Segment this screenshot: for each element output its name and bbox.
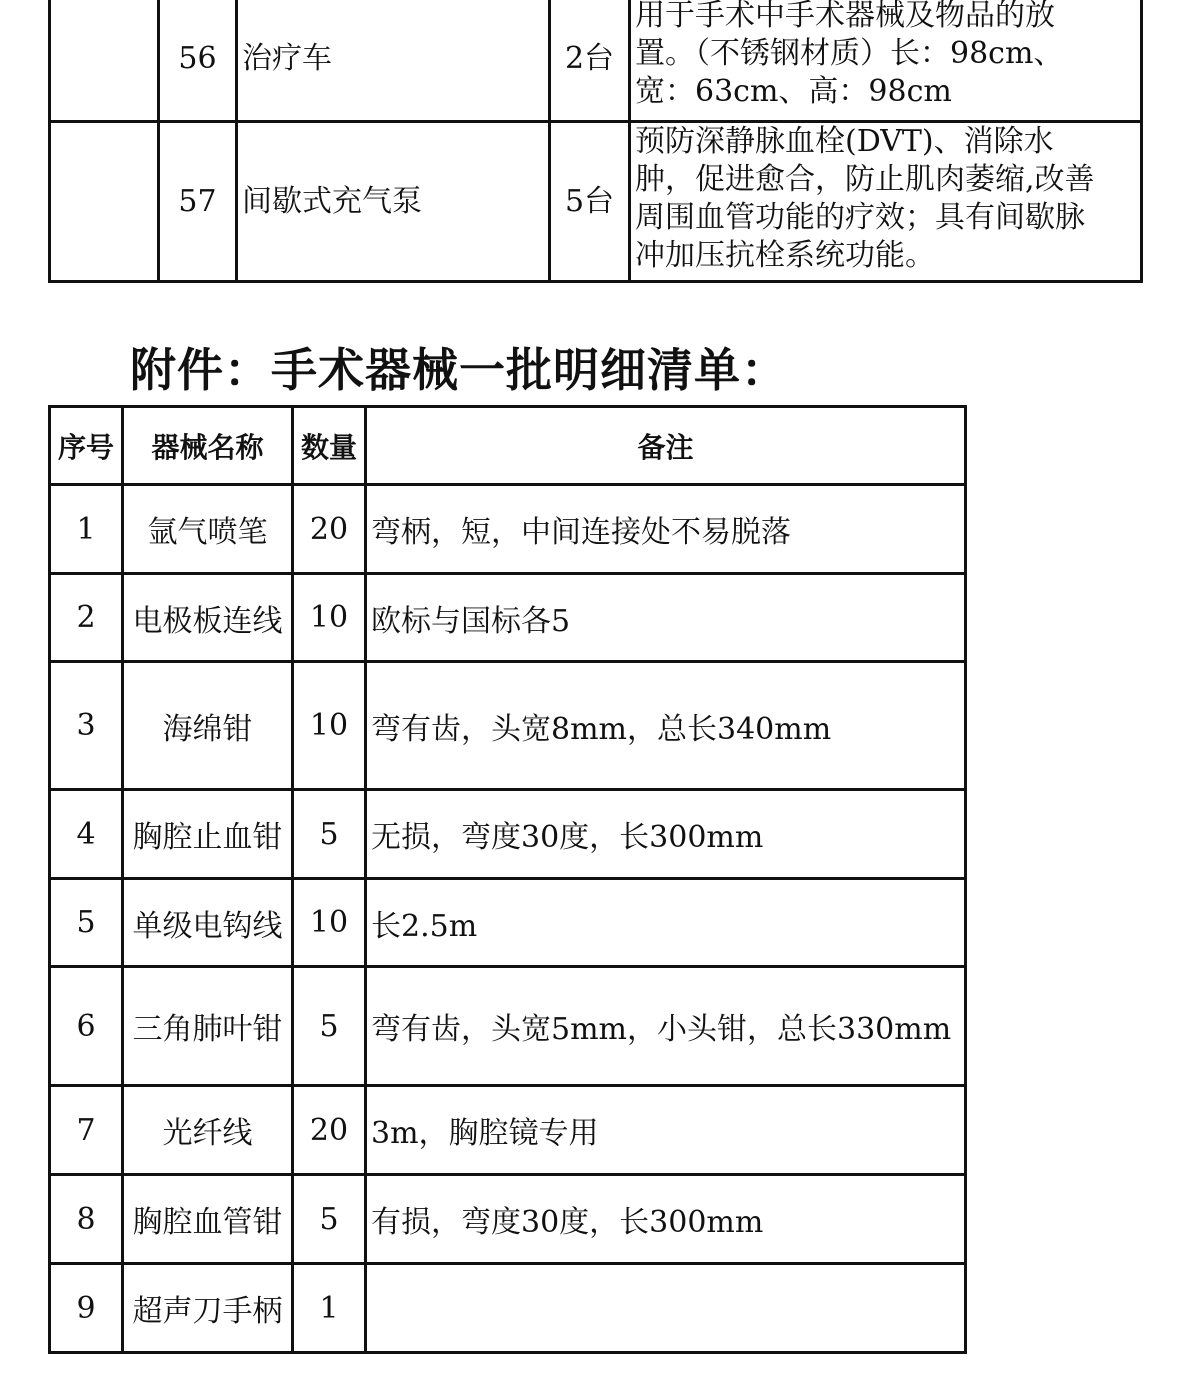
instrument-qty: 20: [293, 485, 366, 574]
table-row: [50, 879, 966, 967]
instrument-name: 光纤线: [123, 1086, 293, 1175]
desc-line: 肿，促进愈合，防止肌肉萎缩,改善: [635, 162, 1095, 197]
table-row: [50, 485, 966, 574]
instrument-name: 单级电钩线: [123, 879, 293, 967]
instrument-note: 无损，弯度30度，长300mm: [366, 790, 966, 879]
table-row: [50, 662, 966, 790]
desc-line: 宽：63cm、高：98cm: [635, 74, 952, 109]
instrument-name: 海绵钳: [123, 662, 293, 790]
instrument-note: 长2.5m: [366, 879, 966, 967]
instrument-qty: 10: [293, 662, 366, 790]
equipment-desc: [630, 122, 1142, 282]
table-row: [50, 574, 966, 662]
row-index: 5: [50, 879, 123, 967]
instrument-qty: 10: [293, 879, 366, 967]
instrument-name: 超声刀手柄: [123, 1264, 293, 1353]
desc-line: 用于手术中手术器械及物品的放: [635, 0, 1055, 33]
row-index: 9: [50, 1264, 123, 1353]
row-index: 7: [50, 1086, 123, 1175]
attachment-title: 附件：手术器械一批明细清单：: [130, 343, 788, 397]
blank-cell: [50, 122, 159, 282]
instrument-qty: 5: [293, 967, 366, 1086]
instrument-note: [366, 1264, 966, 1353]
equipment-qty: 5台: [550, 122, 630, 282]
table-row: [50, 122, 1142, 282]
table-row: [50, 1086, 966, 1175]
blank-cell: [50, 0, 159, 122]
instrument-name: 三角肺叶钳: [123, 967, 293, 1086]
instrument-table: [48, 405, 967, 1354]
instrument-name: 电极板连线: [123, 574, 293, 662]
header-row: [50, 407, 966, 485]
table-row: [50, 790, 966, 879]
instrument-note: 弯有齿，头宽8mm，总长340mm: [366, 662, 966, 790]
desc-line: 置。（不锈钢材质）长：98cm、: [635, 36, 1064, 71]
instrument-rows: [50, 485, 966, 1353]
table-row: [50, 967, 966, 1086]
equipment-name: 治疗车: [237, 0, 550, 122]
row-index: 6: [50, 967, 123, 1086]
row-index: 57: [159, 122, 237, 282]
instrument-note: 弯有齿，头宽5mm，小头钳，总长330mm: [366, 967, 966, 1086]
row-index: 1: [50, 485, 123, 574]
table-row: [50, 0, 1142, 122]
header-name: 器械名称: [123, 407, 293, 485]
equipment-qty: 2台: [550, 0, 630, 122]
instrument-qty: 5: [293, 1175, 366, 1264]
instrument-qty: 5: [293, 790, 366, 879]
row-index: 8: [50, 1175, 123, 1264]
desc-line: 冲加压抗栓系统功能。: [635, 238, 935, 273]
row-index: 56: [159, 0, 237, 122]
row-index: 3: [50, 662, 123, 790]
table-row: [50, 1264, 966, 1353]
instrument-name: 胸腔止血钳: [123, 790, 293, 879]
equipment-name: 间歇式充气泵: [237, 122, 550, 282]
instrument-note: 弯柄，短，中间连接处不易脱落: [366, 485, 966, 574]
header-note: 备注: [366, 407, 966, 485]
instrument-note: 3m，胸腔镜专用: [366, 1086, 966, 1175]
row-index: 2: [50, 574, 123, 662]
instrument-qty: 10: [293, 574, 366, 662]
instrument-qty: 20: [293, 1086, 366, 1175]
instrument-name: 胸腔血管钳: [123, 1175, 293, 1264]
equipment-desc: [630, 0, 1142, 122]
instrument-note: 欧标与国标各5: [366, 574, 966, 662]
instrument-name: 氩气喷笔: [123, 485, 293, 574]
table-row: [50, 1175, 966, 1264]
row-index: 4: [50, 790, 123, 879]
header-index: 序号: [50, 407, 123, 485]
instrument-note: 有损，弯度30度，长300mm: [366, 1175, 966, 1264]
instrument-qty: 1: [293, 1264, 366, 1353]
desc-line: 预防深静脉血栓(DVT)、消除水: [635, 124, 1054, 159]
equipment-table: [48, 0, 1143, 283]
desc-line: 周围血管功能的疗效；具有间歇脉: [635, 200, 1085, 235]
header-qty: 数量: [293, 407, 366, 485]
